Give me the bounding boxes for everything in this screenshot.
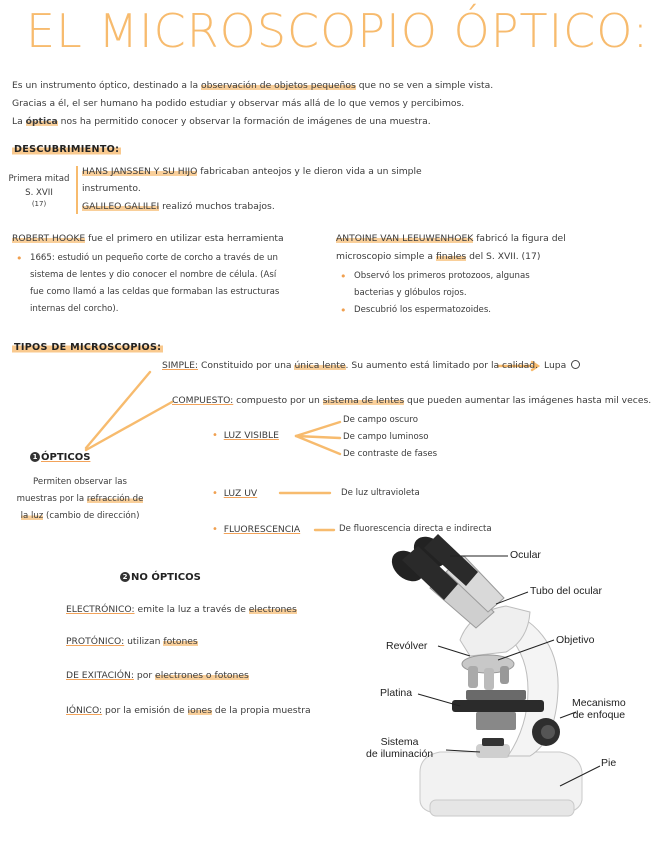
visible-option-1: De campo oscuro [343, 415, 418, 425]
hooke-text: fue el primero en utilizar esta herramienta [85, 233, 284, 244]
bullet-line: bacterias y glóbulos rojos. [354, 288, 467, 298]
ionico-text: de la propia muestra [211, 705, 311, 716]
excitacion-label: DE EXITACIÓN: [66, 670, 134, 681]
label-line: de enfoque [572, 709, 626, 721]
leeuwenhoek-text: fabricó la figura del [473, 233, 566, 244]
electronico-label: ELECTRÓNICO: [66, 604, 135, 615]
visible-option-3: De contraste de fases [343, 449, 438, 459]
compuesto-label: COMPUESTO: [172, 395, 234, 406]
simple-label: SIMPLE: [162, 360, 199, 371]
leeuwenhoek-text: del S. XVII. (17) [466, 251, 541, 262]
label-sistema [366, 736, 433, 760]
protonico-highlight: fotones [163, 636, 198, 647]
objective-lens [468, 666, 478, 688]
bullet-icon: • [212, 524, 218, 535]
description-text: muestras por la [16, 494, 87, 504]
compuesto-text: compuesto por un [233, 395, 323, 406]
stage-clip [466, 690, 526, 700]
intro-text: Es un instrumento óptico, destinado a la [12, 80, 202, 91]
description-highlight: refracción de [86, 494, 144, 504]
janssen-line-2: instrumento. [82, 183, 141, 194]
description-text: (cambio de dirección) [43, 511, 140, 521]
leeuwenhoek-highlight: finales [435, 251, 467, 262]
section-heading-descubrimiento: DESCUBRIMIENTO: [14, 144, 120, 155]
intro-line-2: Gracias a él, el ser humano ha podido estudiar y observar más allá de lo que vemos y percibimos. [12, 98, 465, 109]
label-revolver: Revólver [386, 640, 428, 652]
bullet-icon: • [212, 430, 218, 441]
electronico-highlight: electrones [248, 604, 297, 615]
excitacion-highlight: electrones o fotones [155, 670, 249, 681]
bullet-line: • 1665: estudió un pequeño corte de corcho a través de un [30, 253, 278, 263]
leader-platina [418, 694, 460, 706]
simple-highlight: única lente [294, 360, 346, 371]
galileo-name: GALILEO GALILEI [82, 201, 160, 212]
label-ocular: Ocular [510, 549, 541, 561]
bullet-line: • Descubrió los espermatozoides. [354, 305, 492, 315]
label-tubo: Tubo del ocular [530, 585, 602, 597]
intro-highlight: óptica [25, 116, 58, 127]
fluo-option: De fluorescencia directa e indirecta [339, 524, 492, 534]
galileo-text: realizó muchos trabajos. [159, 201, 275, 212]
fine-focus-knob [541, 725, 555, 739]
excitacion-text: por [133, 670, 156, 681]
section-heading-tipos: TIPOS DE MICROSCOPIOS: [14, 342, 162, 353]
uv-option: De luz ultravioleta [341, 488, 420, 498]
ionico-text: por la emisión de [102, 705, 188, 716]
visible-option-2: De campo luminoso [343, 432, 429, 442]
luz-uv-label: LUZ UV [223, 488, 258, 499]
label-mecanismo [572, 697, 626, 721]
label-line: de iluminación [366, 748, 434, 760]
hooke-name: ROBERT HOOKE [12, 233, 86, 244]
number-badge: 1 [30, 452, 40, 462]
lupa-text: Lupa [544, 360, 567, 371]
compuesto-text: que pueden aumentar las imágenes hasta mil veces. [404, 395, 652, 406]
label-pie: Pie [601, 757, 617, 769]
label-platina: Platina [380, 687, 413, 699]
luz-visible-label: LUZ VISIBLE [223, 430, 279, 441]
number-badge: 2 [120, 572, 130, 582]
period-line: S. XVII [25, 188, 53, 198]
leeuwenhoek-name: ANTOINE VAN LEEUWENHOEK [336, 233, 474, 244]
simple-text: . Su aumento está limitado por la calidad. [345, 360, 539, 371]
label-line: Mecanismo [572, 697, 626, 709]
label-objetivo: Objetivo [556, 634, 595, 646]
intro-highlight: observación de objetos pequeños [201, 80, 356, 91]
bullet-line: • Observó los primeros protozoos, algunas [354, 271, 530, 281]
description-highlight: la luz [20, 511, 44, 521]
fluorescencia-label: FLUORESCENCIA [223, 524, 301, 535]
ionico-label: IÓNICO: [66, 705, 103, 716]
base-bottom [430, 800, 574, 816]
leeuwenhoek-text: microscopio simple a [336, 251, 436, 262]
bullet-line: fue como llamó a las celdas que formaban las estructuras [30, 287, 280, 297]
compuesto-highlight: sistema de lentes [322, 395, 405, 406]
electronico-text: emite la luz a través de [134, 604, 249, 615]
lamp-housing [476, 744, 510, 758]
description-line: Permiten observar las [33, 477, 127, 487]
bullet-line: sistema de lentes y dio conocer el nombre de célula. (Así [30, 270, 277, 280]
janssen-text: fabricaban anteojos y le dieron vida a un simple [197, 166, 422, 177]
objective-lens [500, 666, 509, 684]
lamp-top [482, 738, 504, 746]
condenser [476, 712, 516, 730]
no-opticos-label: NO ÓPTICOS [131, 572, 201, 583]
bullet-line: internas del corcho). [30, 304, 119, 314]
intro-text: nos ha permitido conocer y observar la formación de imágenes de una muestra. [57, 116, 431, 127]
protonico-text: utilizan [124, 636, 164, 647]
objective-lens [484, 668, 494, 690]
period-line: (17) [31, 200, 47, 208]
stage-shape [452, 700, 544, 712]
opticos-label: ÓPTICOS [41, 452, 91, 463]
intro-text: que no se ven a simple vista. [355, 80, 494, 91]
ionico-highlight: iones [187, 705, 212, 716]
simple-text: Constituido por una [198, 360, 295, 371]
period-line: Primera mitad [8, 174, 70, 184]
label-line: Sistema [380, 736, 419, 748]
protonico-label: PROTÓNICO: [66, 636, 125, 647]
bullet-icon: • [212, 488, 218, 499]
intro-text: La [12, 116, 26, 127]
page-title: EL MICROSCOPIO ÓPTICO: [26, 4, 650, 58]
janssen-name: HANS JANSSEN Y SU HIJO [82, 166, 198, 177]
